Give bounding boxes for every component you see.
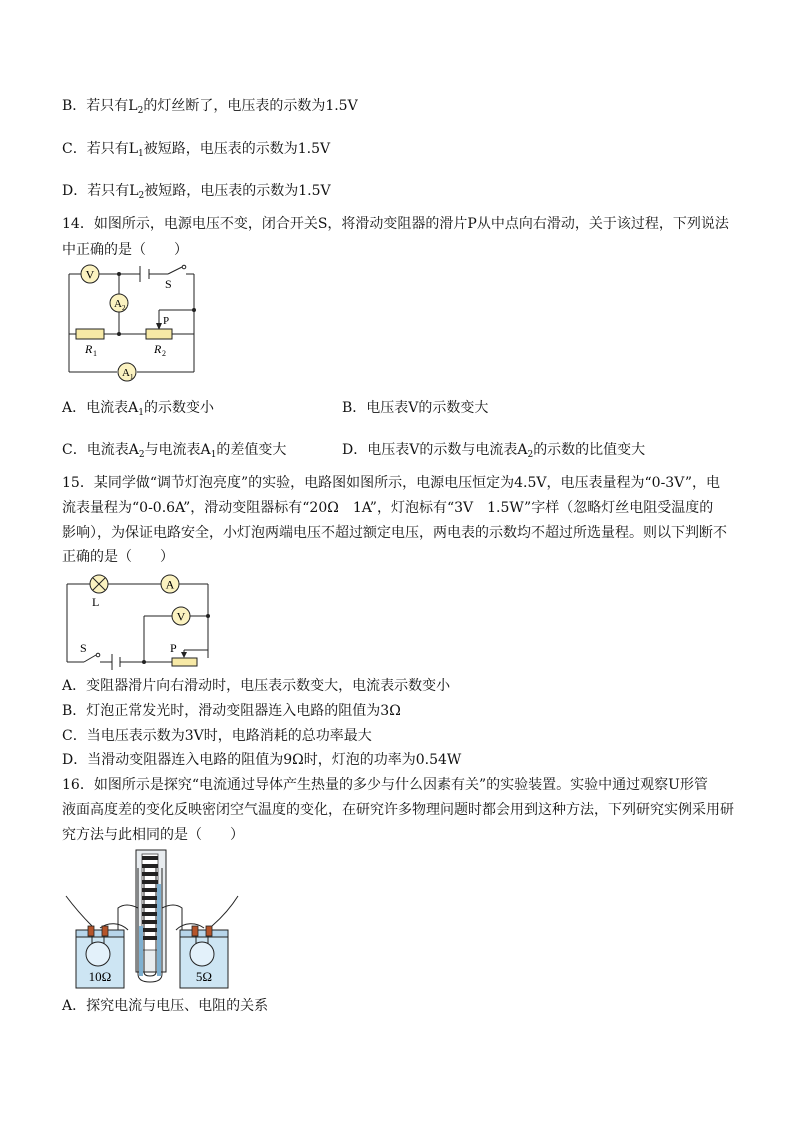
q15-slider-label: P (170, 641, 177, 655)
q16-left-resistor-label: 10Ω (88, 969, 112, 984)
q14-r1-sub: 1 (93, 349, 97, 358)
q13-option-d: D．若只有$L_2$被短路，电压表的示数为1.5V (62, 183, 331, 201)
q14-r2-sub: 2 (162, 349, 166, 358)
q14-ammeter-a2-label: A (114, 298, 122, 310)
q16-option-a: A．探究电流与电压、电阻的关系 (62, 998, 269, 1014)
q15-stem-line2: 流表量程为“0-0.6A”，滑动变阻器标有“20Ω 1A”，灯泡标有“3V 1.5W”字样（忽略灯丝电阻受温度的 (62, 500, 714, 516)
q14-r1-label: R (85, 342, 93, 356)
q15-switch-label: S (80, 641, 87, 655)
q14-stem-line2: 中正确的是（ ） (62, 242, 188, 258)
q15-voltmeter-label: V (176, 609, 186, 624)
q15-lamp-label: L (92, 595, 100, 609)
q15-ammeter-label: A (165, 577, 175, 592)
q14-switch-label: S (165, 277, 172, 291)
q16-right-resistor-label: 5Ω (195, 969, 213, 984)
q15-stem-line3: 影响），为保证电路安全，小灯泡两端电压不超过额定电压，两电表的示数均不超过所选量程。则以下判断不 (62, 525, 727, 541)
q14-ammeter-a1-sub: 1 (130, 373, 134, 381)
q14-voltmeter-label: V (85, 267, 95, 282)
q15-option-d: D．当滑动变阻器连入电路的阻值为9Ω时，灯泡的功率为0.54W (62, 752, 462, 768)
q16-stem-line3: 究方法与此相同的是（ ） (62, 827, 244, 843)
q14-option-d: D．电压表V的示数与电流表$A_2$的示数的比值变大 (342, 442, 646, 460)
q14-stem-line1: 14．如图所示，电源电压不变，闭合开关S，将滑动变阻器的滑片P从中点向右滑动，关于该过程，下列说法 (62, 216, 729, 232)
q14-r2-label: R (154, 342, 162, 356)
q15-option-b: B．灯泡正常发光时，滑动变阻器连入电路的阻值为3Ω (62, 703, 401, 719)
q16-stem-line2: 液面高度差的变化反映密闭空气温度的变化，在研究许多物理问题时都会用到这种方法，下列研究实例采用研 (62, 802, 734, 818)
q14-ammeter-a1-label: A (122, 367, 130, 379)
q15-option-c: C．当电压表示数为3V时，电路消耗的总功率最大 (62, 728, 372, 744)
q13-option-c: C．若只有$L_1$被短路，电压表的示数为1.5V (62, 141, 331, 159)
q15-circuit-diagram (64, 570, 214, 670)
q16-apparatus-diagram (62, 848, 242, 990)
q14-circuit-diagram (64, 262, 204, 386)
q15-stem-line1: 15．某同学做“调节灯泡亮度”的实验，电路图如图所示，电源电压恒定为4.5V，电压表量程为“0-3V”，电 (62, 475, 720, 491)
q15-stem-line4: 正确的是（ ） (62, 549, 174, 565)
q15-option-a: A．变阻器滑片向右滑动时，电压表示数变大，电流表示数变小 (62, 678, 451, 694)
q14-option-a: A．电流表$A_1$的示数变小 (62, 400, 214, 418)
q14-ammeter-a2-sub: 2 (122, 304, 126, 312)
q16-stem-line1: 16．如图所示是探究“电流通过导体产生热量的多少与什么因素有关”的实验装置。实验中通过观察U形管 (62, 777, 708, 793)
q14-slider-label: P (163, 315, 170, 327)
q14-option-b: B．电压表V的示数变大 (342, 400, 489, 416)
q13-option-b: B．若只有$L_2$的灯丝断了，电压表的示数为1.5V (62, 98, 358, 116)
q14-option-c: C．电流表$A_2$与电流表$A_1$的差值变大 (62, 442, 287, 460)
